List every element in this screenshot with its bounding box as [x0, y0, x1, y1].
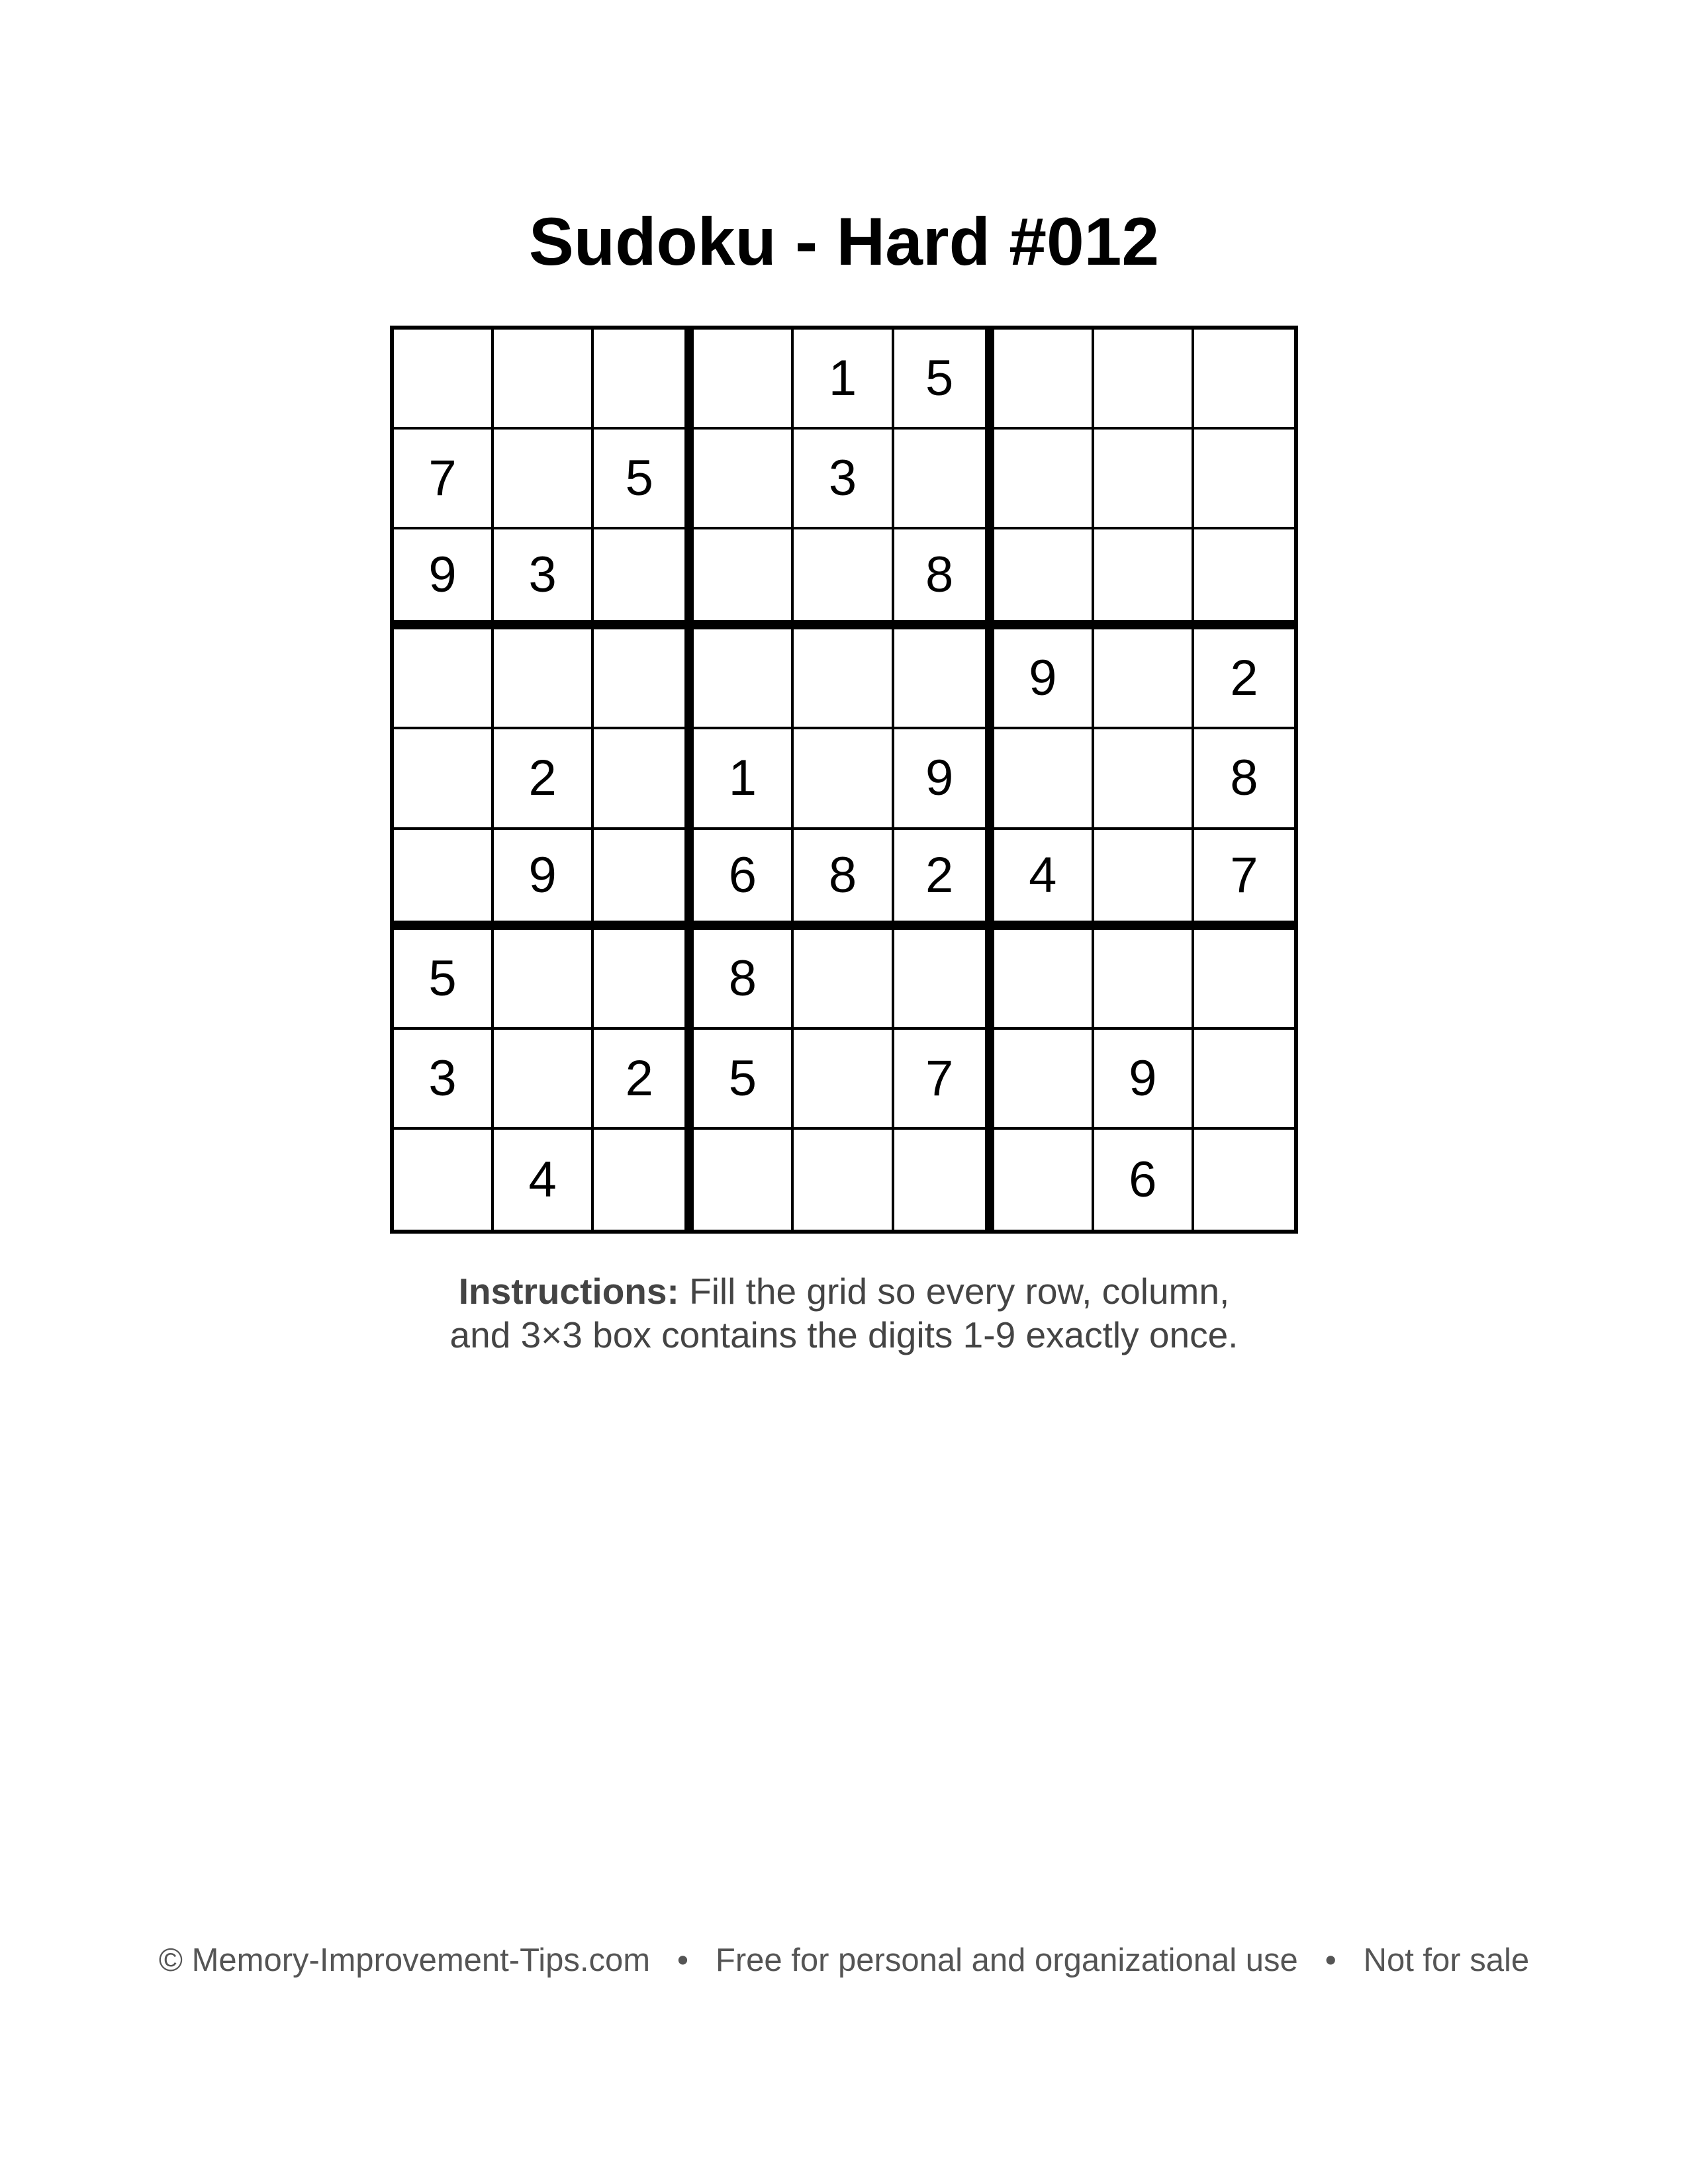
given-digit-cell: 5 [394, 930, 494, 1030]
given-digit-cell: 8 [1194, 729, 1294, 829]
empty-cell[interactable] [594, 629, 694, 729]
empty-cell[interactable] [594, 529, 694, 629]
given-digit-cell: 6 [1094, 1130, 1194, 1230]
empty-cell[interactable] [1194, 529, 1294, 629]
empty-cell[interactable] [994, 729, 1094, 829]
instructions-label: Instructions: [458, 1271, 679, 1312]
given-digit-cell: 8 [894, 529, 994, 629]
empty-cell[interactable] [794, 629, 894, 729]
empty-cell[interactable] [794, 529, 894, 629]
given-digit-cell: 2 [494, 729, 594, 829]
empty-cell[interactable] [1094, 930, 1194, 1030]
empty-cell[interactable] [894, 430, 994, 529]
empty-cell[interactable] [1194, 430, 1294, 529]
empty-cell[interactable] [1194, 330, 1294, 430]
empty-cell[interactable] [994, 930, 1094, 1030]
given-digit-cell: 9 [994, 629, 1094, 729]
given-digit-cell: 3 [394, 1030, 494, 1130]
given-digit-cell: 2 [594, 1030, 694, 1130]
given-digit-cell: 8 [694, 930, 794, 1030]
given-digit-cell: 9 [394, 529, 494, 629]
empty-cell[interactable] [594, 930, 694, 1030]
given-digit-cell: 2 [894, 830, 994, 930]
empty-cell[interactable] [494, 1030, 594, 1130]
empty-cell[interactable] [394, 330, 494, 430]
empty-cell[interactable] [594, 330, 694, 430]
empty-cell[interactable] [994, 1130, 1094, 1230]
empty-cell[interactable] [494, 330, 594, 430]
sudoku-grid [390, 326, 1298, 1234]
empty-cell[interactable] [994, 330, 1094, 430]
given-digit-cell: 4 [494, 1130, 594, 1230]
given-digit-cell: 3 [794, 430, 894, 529]
empty-cell[interactable] [894, 1130, 994, 1230]
given-digit-cell: 9 [494, 830, 594, 930]
footer-sale: Not for sale [1363, 1942, 1530, 1978]
empty-cell[interactable] [394, 729, 494, 829]
given-digit-cell: 1 [694, 729, 794, 829]
empty-cell[interactable] [1194, 1130, 1294, 1230]
empty-cell[interactable] [994, 1030, 1094, 1130]
given-digit-cell: 2 [1194, 629, 1294, 729]
given-digit-cell: 7 [1194, 830, 1294, 930]
empty-cell[interactable] [494, 930, 594, 1030]
empty-cell[interactable] [1094, 629, 1194, 729]
given-digit-cell: 3 [494, 529, 594, 629]
footer-separator: • [1325, 1942, 1336, 1978]
given-digit-cell: 1 [794, 330, 894, 430]
empty-cell[interactable] [894, 930, 994, 1030]
given-digit-cell: 5 [694, 1030, 794, 1130]
empty-cell[interactable] [994, 430, 1094, 529]
given-digit-cell: 9 [1094, 1030, 1194, 1130]
empty-cell[interactable] [594, 729, 694, 829]
empty-cell[interactable] [694, 330, 794, 430]
given-digit-cell: 4 [994, 830, 1094, 930]
instructions-line-1: Fill the grid so every row, column, [689, 1271, 1230, 1312]
given-digit-cell: 8 [794, 830, 894, 930]
empty-cell[interactable] [494, 629, 594, 729]
given-digit-cell: 7 [394, 430, 494, 529]
empty-cell[interactable] [694, 529, 794, 629]
empty-cell[interactable] [894, 629, 994, 729]
given-digit-cell: 7 [894, 1030, 994, 1130]
empty-cell[interactable] [1094, 830, 1194, 930]
instructions-line-2: and 3×3 box contains the digits 1-9 exactly once. [449, 1314, 1239, 1355]
footer-separator: • [677, 1942, 689, 1978]
given-digit-cell: 9 [894, 729, 994, 829]
empty-cell[interactable] [494, 430, 594, 529]
empty-cell[interactable] [794, 729, 894, 829]
empty-cell[interactable] [594, 830, 694, 930]
empty-cell[interactable] [394, 1130, 494, 1230]
given-digit-cell: 5 [594, 430, 694, 529]
empty-cell[interactable] [694, 1130, 794, 1230]
empty-cell[interactable] [1094, 330, 1194, 430]
empty-cell[interactable] [694, 629, 794, 729]
empty-cell[interactable] [1094, 529, 1194, 629]
empty-cell[interactable] [794, 930, 894, 1030]
empty-cell[interactable] [694, 430, 794, 529]
empty-cell[interactable] [794, 1030, 894, 1130]
empty-cell[interactable] [1094, 729, 1194, 829]
footer-usage: Free for personal and organizational use [715, 1942, 1298, 1978]
empty-cell[interactable] [1194, 930, 1294, 1030]
empty-cell[interactable] [594, 1130, 694, 1230]
empty-cell[interactable] [994, 529, 1094, 629]
instructions [0, 1269, 1688, 1357]
footer [0, 1940, 1688, 1980]
empty-cell[interactable] [394, 830, 494, 930]
given-digit-cell: 6 [694, 830, 794, 930]
empty-cell[interactable] [1094, 430, 1194, 529]
given-digit-cell: 5 [894, 330, 994, 430]
empty-cell[interactable] [394, 629, 494, 729]
empty-cell[interactable] [1194, 1030, 1294, 1130]
page-title: Sudoku - Hard #012 [528, 204, 1160, 279]
empty-cell[interactable] [794, 1130, 894, 1230]
footer-site: © Memory-Improvement-Tips.com [158, 1942, 651, 1978]
